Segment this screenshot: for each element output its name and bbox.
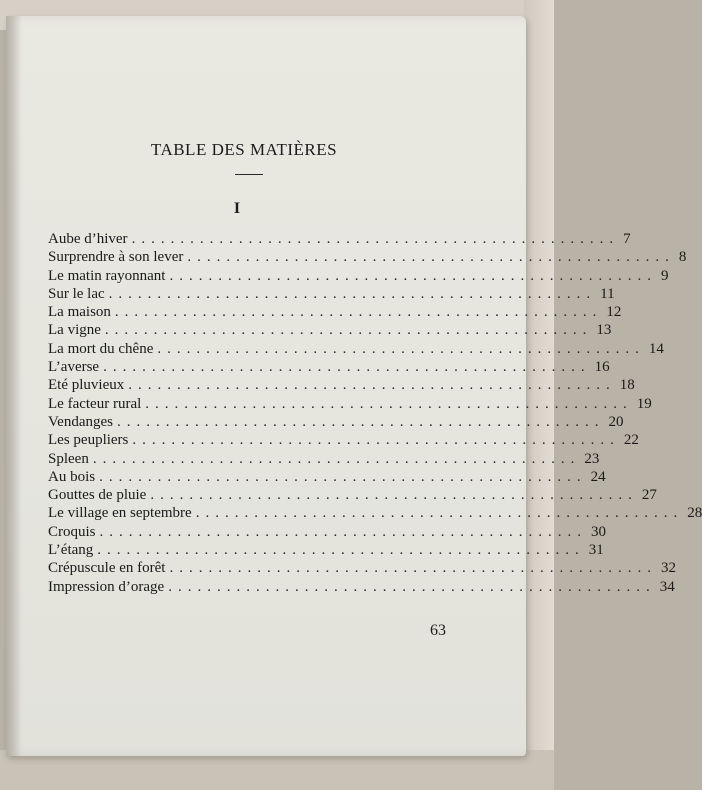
toc-entry-title: Croquis [48, 523, 96, 540]
toc-entry-title: Le village en septembre [48, 505, 192, 522]
page-title: TABLE DES MATIÈRES [150, 140, 338, 159]
toc-entry [48, 267, 669, 285]
toc-entry-page: 31 [588, 542, 604, 559]
toc-entry-page: 28 [687, 505, 702, 522]
toc-leader-dots: .................................................. [132, 432, 620, 449]
toc-entry [48, 450, 600, 468]
toc-entry-title: Les peupliers [48, 432, 129, 449]
toc-entry-title: Gouttes de pluie [48, 487, 147, 504]
toc-entry-title: Aube d’hiver [48, 231, 128, 247]
section-heading: I [233, 200, 241, 217]
toc-entry-title: Le facteur rural [48, 395, 142, 412]
toc-leader-dots: .................................................. [116, 413, 605, 430]
toc-entry-page: 16 [594, 359, 610, 376]
title-divider [235, 174, 263, 175]
toc-entry-title: La maison [48, 304, 111, 321]
toc-entry-title: Vendanges [48, 413, 113, 430]
toc-entry-title: Crépuscule en forêt [48, 560, 166, 577]
toc-leader-dots: .................................................. [108, 285, 597, 302]
toc-entry-title: Le matin rayonnant [48, 267, 166, 284]
toc-leader-dots: .................................................. [103, 359, 591, 376]
toc-entry-title: La mort du chêne [48, 340, 154, 357]
toc-entry [48, 358, 610, 376]
toc-entry-page: 8 [678, 249, 687, 266]
toc-entry-page: 20 [608, 413, 624, 430]
background-table [0, 750, 554, 790]
toc-leader-dots: .................................................. [131, 231, 620, 247]
toc-entry [48, 523, 607, 541]
toc-entry [48, 303, 622, 321]
toc-entry-page: 18 [619, 377, 635, 394]
toc-entry-title: La vigne [48, 322, 101, 339]
toc-entry [48, 431, 639, 449]
toc-entry [48, 230, 631, 248]
page-number: 63 [430, 622, 446, 639]
toc-entry-page: 30 [591, 523, 607, 540]
toc-entry [48, 285, 615, 303]
toc-entry-page: 24 [590, 468, 606, 485]
toc-entry [48, 413, 624, 431]
toc-entry-page: 11 [600, 285, 615, 302]
toc-entry [48, 340, 664, 358]
toc-entry [48, 578, 675, 596]
toc-entry-title: Surprendre à son lever [48, 249, 184, 266]
toc-entry-title: Au bois [48, 468, 96, 485]
toc-leader-dots: .................................................. [169, 267, 657, 284]
table-of-contents [48, 230, 702, 596]
toc-entry [48, 486, 657, 504]
book-page [6, 16, 702, 756]
toc-leader-dots: .................................................. [195, 505, 684, 522]
toc-leader-dots: .................................................. [97, 542, 585, 559]
toc-entry-page: 23 [584, 450, 600, 467]
toc-entry-page: 7 [623, 231, 631, 247]
toc-entry-page: 32 [660, 560, 676, 577]
toc-entry-title: Spleen [48, 450, 89, 467]
toc-entry-title: Sur le lac [48, 285, 105, 302]
toc-entry [48, 395, 652, 413]
toc-entry-page: 13 [596, 322, 612, 339]
toc-entry-title: L’averse [48, 359, 100, 376]
toc-entry-page: 22 [623, 432, 639, 449]
toc-entry-page: 12 [606, 304, 622, 321]
toc-leader-dots: .................................................. [128, 377, 616, 394]
toc-entry-page: 14 [648, 340, 664, 357]
toc-entry-title: Impression d’orage [48, 578, 165, 595]
toc-leader-dots: .................................................. [150, 487, 638, 504]
toc-entry [48, 559, 676, 577]
toc-entry-page: 9 [660, 267, 669, 284]
toc-entry [48, 248, 687, 266]
toc-leader-dots: .................................................. [169, 560, 657, 577]
toc-entry [48, 376, 635, 394]
toc-leader-dots: .................................................. [104, 322, 593, 339]
toc-entry-page: 34 [659, 578, 675, 595]
toc-leader-dots: .................................................. [114, 304, 603, 321]
toc-leader-dots: .................................................. [145, 395, 633, 412]
toc-leader-dots: .................................................. [168, 578, 656, 595]
toc-entry [48, 468, 606, 486]
toc-leader-dots: .................................................. [99, 468, 587, 485]
spine-shadow [6, 16, 22, 756]
toc-entry-title: L’étang [48, 542, 94, 559]
toc-entry [48, 504, 702, 522]
toc-entry-title: Eté pluvieux [48, 377, 125, 394]
toc-leader-dots: .................................................. [99, 523, 588, 540]
toc-entry-page: 27 [641, 487, 657, 504]
toc-leader-dots: .................................................. [187, 249, 675, 266]
toc-entry [48, 541, 604, 559]
toc-leader-dots: .................................................. [157, 340, 645, 357]
toc-entry-page: 19 [636, 395, 652, 412]
toc-entry [48, 321, 612, 339]
toc-leader-dots: .................................................. [92, 450, 581, 467]
